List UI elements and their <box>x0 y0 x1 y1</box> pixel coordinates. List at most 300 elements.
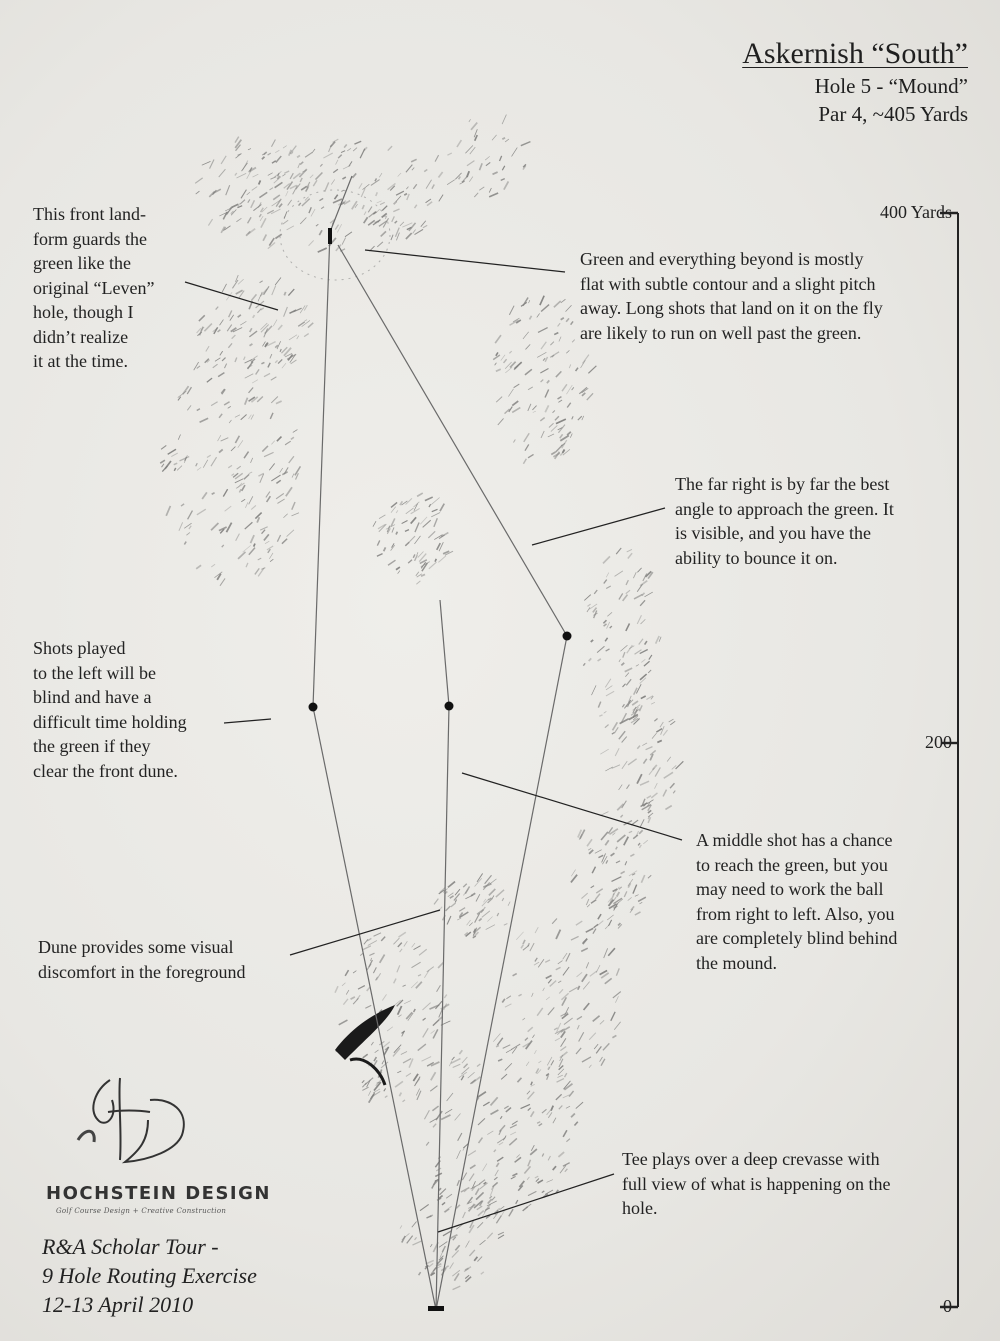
hatch-stroke <box>325 182 329 191</box>
note-line: full view of what is happening on the <box>622 1173 891 1194</box>
note-line: it at the time. <box>33 351 128 371</box>
hatch-stroke <box>566 318 569 321</box>
hatch-stroke <box>364 939 368 944</box>
hatch-stroke <box>626 679 631 685</box>
hatch-stroke <box>235 173 237 176</box>
hatch-stroke <box>444 995 446 998</box>
hatch-stroke <box>594 1044 598 1049</box>
hatch-stroke <box>466 1241 470 1248</box>
hatch-stroke <box>227 325 232 332</box>
hatch-stroke <box>500 156 502 161</box>
hatch-stroke <box>414 1009 416 1012</box>
hatch-stroke <box>374 933 382 936</box>
hatch-stroke <box>468 1072 475 1078</box>
hatch-stroke <box>603 556 610 563</box>
hatch-stroke <box>563 1130 567 1137</box>
hatch-stroke <box>287 226 294 230</box>
hatch-stroke <box>236 218 241 221</box>
hatch-stroke <box>289 335 297 340</box>
hatch-stroke <box>369 1094 374 1103</box>
hatch-stroke <box>611 1012 615 1021</box>
hatch-stroke <box>202 161 211 165</box>
hatch-stroke <box>196 565 201 569</box>
hatch-stroke <box>265 541 269 543</box>
note-left-shots <box>33 636 187 783</box>
hatch-stroke <box>206 346 209 351</box>
hatch-stroke <box>232 335 236 339</box>
hatch-stroke <box>483 1102 489 1106</box>
hatch-stroke <box>199 315 205 321</box>
hatch-stroke <box>249 548 255 555</box>
hatch-stroke <box>181 504 184 506</box>
hatch-stroke <box>599 715 602 716</box>
hatch-stroke <box>364 212 366 215</box>
hatch-stroke <box>565 1169 568 1172</box>
hatch-stroke <box>510 1125 517 1128</box>
hatch-stroke <box>229 310 232 317</box>
hatch-stroke <box>370 958 371 961</box>
hatch-stroke <box>229 420 231 423</box>
hatch-stroke <box>220 320 224 326</box>
hatch-stroke <box>525 444 529 450</box>
hatch-stroke <box>641 696 646 699</box>
hatch-stroke <box>457 918 461 920</box>
hatch-stroke <box>522 1018 525 1020</box>
hatch-stroke <box>457 1150 461 1159</box>
hatch-stroke <box>419 1272 421 1275</box>
hatch-stroke <box>341 190 344 191</box>
hatch-stroke <box>292 502 295 510</box>
hatch-stroke <box>412 168 414 171</box>
hatch-stroke <box>628 759 637 765</box>
hatch-stroke <box>619 731 625 739</box>
hatch-stroke <box>259 180 261 184</box>
hatch-stroke <box>459 176 461 179</box>
hatch-stroke <box>413 1074 418 1081</box>
hatch-stroke <box>556 1094 562 1100</box>
hatch-stroke <box>464 1064 468 1068</box>
hatch-stroke <box>476 1192 483 1199</box>
hatch-stroke <box>550 342 554 346</box>
hatch-stroke <box>610 626 612 628</box>
hatch-stroke <box>359 183 362 188</box>
hatch-stroke <box>566 1139 570 1142</box>
hatch-stroke <box>239 489 241 492</box>
hatch-stroke <box>219 449 223 452</box>
hatch-stroke <box>367 987 370 991</box>
hatch-stroke <box>508 389 513 397</box>
hatch-stroke <box>622 737 627 743</box>
hatch-stroke <box>273 320 277 327</box>
hatch-stroke <box>588 366 596 373</box>
hatch-stroke <box>557 1075 562 1077</box>
hatch-stroke <box>487 917 492 922</box>
hatch-stroke <box>441 1115 450 1120</box>
hatch-stroke <box>291 513 299 516</box>
hatch-stroke <box>272 285 276 295</box>
hatch-stroke <box>637 746 640 749</box>
hatch-stroke <box>232 280 238 288</box>
hatch-stroke <box>379 515 385 519</box>
hatch-stroke <box>437 985 441 992</box>
hatch-stroke <box>292 473 294 477</box>
hatch-stroke <box>276 480 280 483</box>
hatch-stroke <box>385 1096 388 1098</box>
hatch-stroke <box>283 220 289 224</box>
hatch-stroke <box>418 552 424 558</box>
hatch-stroke <box>477 1257 482 1262</box>
hatch-stroke <box>463 884 467 887</box>
hatch-stroke <box>284 171 289 173</box>
hatch-stroke <box>556 930 560 939</box>
hatch-stroke <box>525 1038 528 1041</box>
hatch-stroke <box>235 479 243 483</box>
hatch-stroke <box>244 452 248 459</box>
hatch-stroke <box>495 1170 498 1176</box>
hatch-stroke <box>471 893 475 896</box>
hatch-stroke <box>188 511 193 520</box>
hatch-stroke <box>554 333 558 335</box>
hatch-stroke <box>352 173 356 177</box>
hatch-stroke <box>361 188 365 197</box>
note-line: the green if they <box>33 736 151 756</box>
hatch-stroke <box>523 459 526 464</box>
green-outline <box>280 190 390 280</box>
hatch-stroke <box>260 527 267 530</box>
hatch-stroke <box>489 1196 491 1198</box>
landing-spot-right <box>563 632 572 641</box>
hatch-stroke <box>637 615 641 624</box>
hatch-stroke <box>341 151 345 153</box>
hatch-stroke <box>586 899 589 905</box>
hatch-stroke <box>400 1225 402 1228</box>
hatch-stroke <box>184 542 186 545</box>
hatch-stroke <box>506 1108 511 1112</box>
hatch-stroke <box>178 434 180 439</box>
hatch-stroke <box>277 437 282 442</box>
hatch-stroke <box>540 418 544 421</box>
hatch-stroke <box>523 1207 528 1211</box>
hatch-stroke <box>516 1154 519 1157</box>
hatch-stroke <box>452 1250 459 1257</box>
hatch-stroke <box>382 994 386 1000</box>
hatch-stroke <box>290 173 293 179</box>
hatch-stroke <box>566 1106 570 1108</box>
hatch-stroke <box>475 1188 479 1194</box>
hatch-stroke <box>414 229 423 234</box>
hatch-stroke <box>643 840 647 844</box>
hatch-stroke <box>236 290 243 294</box>
leader-lines <box>185 250 682 1232</box>
hatch-stroke <box>161 445 166 449</box>
hatch-stroke <box>369 212 376 218</box>
hatch-stroke <box>622 704 624 707</box>
hatch-stroke <box>379 173 382 177</box>
hatch-stroke <box>262 157 265 160</box>
hatch-stroke <box>374 1057 376 1061</box>
hatch-stroke <box>527 1177 529 1180</box>
hatch-stroke <box>277 499 284 503</box>
hatch-stroke <box>563 1095 570 1098</box>
hatch-stroke <box>429 504 431 507</box>
hatch-stroke <box>404 194 407 196</box>
hd-monogram-icon <box>78 1078 184 1162</box>
hatch-stroke <box>245 374 254 378</box>
hatch-stroke <box>638 897 646 901</box>
hatch-stroke <box>442 1202 445 1204</box>
hatch-stroke <box>433 1020 439 1026</box>
hatch-stroke <box>595 850 602 854</box>
hatch-stroke <box>402 521 408 524</box>
hatch-stroke <box>397 1071 401 1073</box>
note-line: is visible, and you have the <box>675 523 871 543</box>
hatch-stroke <box>626 580 628 585</box>
hatch-stroke <box>640 781 649 785</box>
hatch-stroke <box>651 702 655 704</box>
note-line: This front land- <box>33 204 146 224</box>
hatch-stroke <box>640 819 644 827</box>
hatch-stroke <box>538 1180 543 1183</box>
hatch-stroke <box>219 414 222 418</box>
hatch-stroke <box>584 595 590 601</box>
hatch-stroke <box>406 165 412 173</box>
hatch-stroke <box>558 981 561 983</box>
hatch-stroke <box>505 367 512 373</box>
hatch-stroke <box>197 366 200 368</box>
hatch-stroke <box>275 278 281 285</box>
hatch-stroke <box>509 306 514 315</box>
hatch-stroke <box>589 1033 596 1040</box>
hatch-stroke <box>492 1197 495 1201</box>
hatch-stroke <box>202 492 207 499</box>
hatch-stroke <box>645 641 647 644</box>
note-line: to the left will be <box>33 662 156 683</box>
hatch-stroke <box>521 1104 530 1108</box>
hatch-stroke <box>623 652 625 657</box>
hatch-stroke <box>624 700 630 708</box>
hatch-stroke <box>499 1125 505 1131</box>
hatch-stroke <box>432 1106 438 1111</box>
hatch-stroke <box>525 344 530 349</box>
leader-middle-shot <box>462 773 682 840</box>
hatch-stroke <box>628 897 632 900</box>
hatch-stroke <box>663 790 666 797</box>
hatch-stroke <box>613 992 621 998</box>
hatch-stroke <box>594 590 597 594</box>
hatch-stroke <box>523 940 525 944</box>
hatch-stroke <box>257 309 261 313</box>
hatch-stroke <box>529 300 530 303</box>
hatch-stroke <box>612 765 620 769</box>
hatch-stroke <box>380 955 385 963</box>
note-line: angle to approach the green. It <box>675 498 894 519</box>
hatch-stroke <box>578 416 582 420</box>
hatch-stroke <box>625 668 632 672</box>
hatch-stroke <box>262 446 268 452</box>
hatch-stroke <box>558 400 562 402</box>
hatch-stroke <box>270 354 272 358</box>
hatch-stroke <box>639 830 642 834</box>
hatch-stroke <box>597 646 604 652</box>
hatch-stroke <box>478 1211 484 1216</box>
hatch-stroke <box>670 721 675 725</box>
hatch-stroke <box>465 1268 468 1270</box>
hatch-stroke <box>207 378 212 382</box>
hatch-stroke <box>224 364 226 369</box>
hatch-stroke <box>363 1054 368 1058</box>
hatch-stroke <box>673 791 675 794</box>
hole-name: Hole 5 - “Mound” <box>814 74 968 98</box>
hatch-stroke <box>426 180 431 189</box>
hatch-stroke <box>407 1236 413 1244</box>
hatch-stroke <box>589 1065 591 1068</box>
hatch-stroke <box>654 783 657 789</box>
hatch-stroke <box>478 1138 482 1144</box>
hatch-stroke <box>409 536 415 542</box>
hatch-stroke <box>334 195 337 199</box>
hatch-stroke <box>342 238 346 245</box>
hatch-stroke <box>412 1241 421 1245</box>
hatch-stroke <box>519 994 522 996</box>
leader-green <box>365 250 565 272</box>
hatch-stroke <box>440 504 444 512</box>
hatch-stroke <box>549 423 554 427</box>
hatch-stroke <box>491 1097 498 1105</box>
hatch-stroke <box>276 156 281 162</box>
hatch-stroke <box>482 911 490 918</box>
hatch-stroke <box>644 592 652 597</box>
hatch-stroke <box>602 853 606 862</box>
hatch-stroke <box>596 965 600 973</box>
hatch-stroke <box>220 351 223 355</box>
hatch-stroke <box>455 900 456 903</box>
hatch-stroke <box>505 139 509 142</box>
note-line: Green and everything beyond is mostly <box>580 249 864 269</box>
hatch-stroke <box>319 198 323 200</box>
hatch-stroke <box>377 554 383 557</box>
hatch-stroke <box>403 1059 411 1063</box>
hatch-stroke <box>615 571 623 577</box>
hatch-stroke <box>554 1028 558 1030</box>
hatch-stroke <box>319 230 322 235</box>
hatch-stroke <box>640 705 643 711</box>
hatch-stroke <box>354 141 361 144</box>
hatch-stroke <box>382 206 387 211</box>
hatch-stroke <box>259 192 267 197</box>
hatch-stroke <box>392 216 395 221</box>
hatch-stroke <box>634 594 642 599</box>
hatch-stroke <box>286 191 288 196</box>
hatch-stroke <box>352 201 357 209</box>
hatch-stroke <box>463 1212 466 1218</box>
hatch-stroke <box>554 301 561 307</box>
hatch-stroke <box>423 1028 428 1037</box>
hatch-stroke <box>420 517 427 524</box>
hatch-stroke <box>516 1200 518 1204</box>
hatch-stroke <box>461 1076 464 1081</box>
hatch-stroke <box>582 355 588 364</box>
hatch-stroke <box>162 464 164 467</box>
hatch-stroke <box>242 485 245 491</box>
hatch-stroke <box>582 393 585 396</box>
hatch-stroke <box>226 185 230 195</box>
hatch-stroke <box>541 342 546 349</box>
hatch-stroke <box>363 184 370 189</box>
hatch-stroke <box>437 1198 441 1201</box>
hatch-stroke <box>280 468 283 473</box>
hatch-stroke <box>346 990 349 995</box>
hatch-stroke <box>429 562 437 569</box>
hatch-stroke <box>605 679 611 688</box>
note-line: the mound. <box>696 952 777 973</box>
note-line: green like the <box>33 253 131 273</box>
hatch-stroke <box>382 1061 384 1065</box>
hatch-stroke <box>596 894 600 899</box>
hatch-stroke <box>628 553 632 558</box>
hatch-stroke <box>271 441 274 445</box>
hatch-stroke <box>492 1187 494 1190</box>
hatch-stroke <box>258 558 262 560</box>
hatch-stroke <box>375 178 377 181</box>
hatch-stroke <box>360 149 365 159</box>
hatch-stroke <box>197 409 200 411</box>
hatch-stroke <box>600 1057 603 1062</box>
hatch-stroke <box>398 571 400 574</box>
hatch-stroke <box>297 336 299 339</box>
hatch-stroke <box>362 205 364 209</box>
hatch-stroke <box>407 194 409 200</box>
hatch-stroke <box>528 387 533 390</box>
hatch-stroke <box>515 1157 521 1162</box>
hatch-stroke <box>543 988 545 991</box>
hatch-stroke <box>335 225 338 230</box>
note-middle-shot <box>696 828 897 975</box>
hatch-stroke <box>489 188 491 193</box>
hatch-stroke <box>648 875 651 878</box>
hatch-stroke <box>285 441 291 445</box>
hatch-stroke <box>414 946 421 950</box>
note-line: away. Long shots that land on it on the fly <box>580 298 883 318</box>
hatch-stroke <box>607 612 612 616</box>
hatch-stroke <box>248 149 251 150</box>
hatch-stroke <box>646 747 653 750</box>
hatch-stroke <box>633 572 636 578</box>
hatch-stroke <box>598 659 601 661</box>
hatch-stroke <box>268 153 271 155</box>
hatch-stroke <box>498 1232 504 1235</box>
hatch-stroke <box>235 137 239 143</box>
hatch-stroke <box>376 192 377 196</box>
hatch-stroke <box>186 532 190 535</box>
hatch-stroke <box>254 544 255 547</box>
hatch-stroke <box>365 1005 371 1008</box>
hatch-stroke <box>283 514 287 518</box>
hatch-stroke <box>402 223 412 227</box>
hatch-stroke <box>228 406 231 408</box>
hatch-stroke <box>489 889 495 895</box>
hatch-stroke <box>435 559 436 562</box>
hatch-stroke <box>396 510 398 513</box>
hatch-stroke <box>583 663 585 665</box>
hatch-stroke <box>377 209 380 212</box>
tour-title: R&A Scholar Tour - <box>42 1234 219 1259</box>
hatch-stroke <box>226 523 231 533</box>
hatch-stroke <box>434 899 438 905</box>
hatch-stroke <box>598 855 603 857</box>
hatch-stroke <box>647 800 653 804</box>
hatch-stroke <box>413 184 416 189</box>
hatch-stroke <box>371 1042 373 1045</box>
